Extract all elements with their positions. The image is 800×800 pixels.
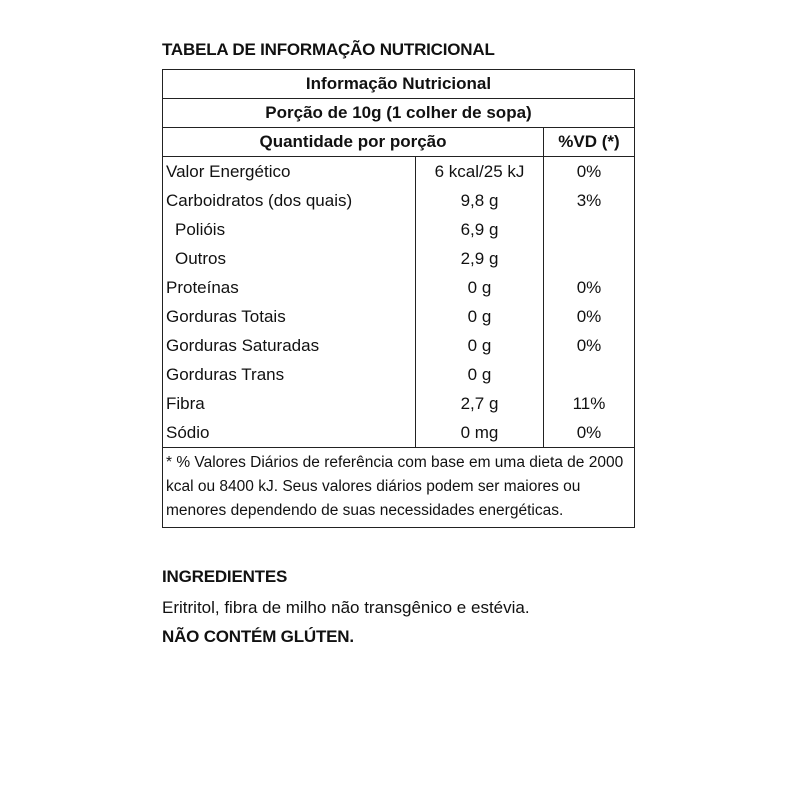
nutrient-vd: 0%: [544, 418, 635, 448]
quantity-column-header: Quantidade por porção: [163, 128, 544, 157]
table-row: [163, 331, 635, 360]
nutrient-vd: 0%: [544, 157, 635, 187]
nutrient-vd: 0%: [544, 331, 635, 360]
nutrient-amount: 2,9 g: [416, 244, 544, 273]
nutrient-amount: 0 g: [416, 273, 544, 302]
nutrient-name: Outros: [163, 244, 416, 273]
nutrient-vd: [544, 360, 635, 389]
table-header: Informação Nutricional: [163, 70, 635, 99]
table-row: [163, 244, 635, 273]
nutrition-table: [162, 69, 635, 528]
nutrient-name: Fibra: [163, 389, 416, 418]
table-row: [163, 360, 635, 389]
nutrient-vd: [544, 215, 635, 244]
nutrient-vd: 3%: [544, 186, 635, 215]
nutrient-vd: 11%: [544, 389, 635, 418]
nutrient-name: Gorduras Trans: [163, 360, 416, 389]
nutrient-name: Carboidratos (dos quais): [163, 186, 416, 215]
gluten-free-notice: NÃO CONTÉM GLÚTEN.: [162, 627, 354, 646]
table-row: [163, 186, 635, 215]
ingredients-title: INGREDIENTES: [162, 567, 288, 586]
table-row: [163, 389, 635, 418]
daily-values-footnote: * % Valores Diários de referência com base em uma dieta de 2000 kcal ou 8400 kJ. Seus valores diários podem ser maiores ou menores dependendo de suas necessidades energéticas.: [163, 448, 635, 528]
table-row: [163, 157, 635, 187]
nutrient-name: Gorduras Totais: [163, 302, 416, 331]
nutrient-vd: 0%: [544, 302, 635, 331]
nutrient-amount: 2,7 g: [416, 389, 544, 418]
vd-column-header: %VD (*): [544, 128, 635, 157]
ingredients-list: Eritritol, fibra de milho não transgênico e estévia.: [162, 598, 530, 617]
nutrient-name: Proteínas: [163, 273, 416, 302]
table-row: [163, 215, 635, 244]
nutrient-amount: 6,9 g: [416, 215, 544, 244]
table-row: [163, 273, 635, 302]
nutrient-amount: 0 g: [416, 360, 544, 389]
nutrient-name: Gorduras Saturadas: [163, 331, 416, 360]
nutrient-name: Polióis: [163, 215, 416, 244]
portion-size: Porção de 10g (1 colher de sopa): [163, 99, 635, 128]
nutrient-vd: 0%: [544, 273, 635, 302]
nutrient-amount: 9,8 g: [416, 186, 544, 215]
table-row: [163, 302, 635, 331]
nutrient-vd: [544, 244, 635, 273]
nutrient-name: Sódio: [163, 418, 416, 448]
nutrient-amount: 0 g: [416, 302, 544, 331]
table-row: [163, 418, 635, 448]
nutrient-amount: 6 kcal/25 kJ: [416, 157, 544, 187]
nutrient-name: Valor Energético: [163, 157, 416, 187]
nutrition-table-title: TABELA DE INFORMAÇÃO NUTRICIONAL: [162, 40, 495, 59]
nutrient-amount: 0 g: [416, 331, 544, 360]
nutrient-amount: 0 mg: [416, 418, 544, 448]
